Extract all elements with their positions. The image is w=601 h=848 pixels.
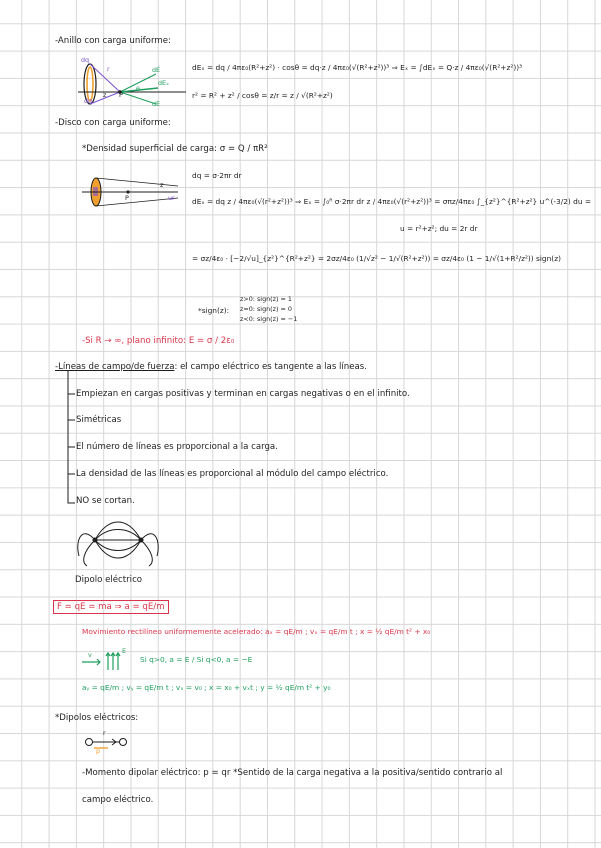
dipole-sketch: [84, 734, 128, 752]
disk-title: -Disco con carga uniforme:: [55, 118, 171, 128]
ring-p-label: P: [119, 91, 123, 99]
dipole-caption: Dipolo eléctrico: [75, 575, 143, 585]
velocity-label: v: [88, 651, 92, 659]
field-sign-cases: Si q>0, a = E / Si q<0, a = −E: [140, 655, 253, 664]
field-lines-title: -Líneas de campo/de fuerza: [55, 362, 175, 372]
dipole-r-label: r: [103, 729, 106, 737]
ring-de2-label: dE: [152, 100, 161, 108]
disk-dq-equation: dq = σ·2πr dr: [192, 171, 242, 180]
field-lines-heading: [55, 362, 367, 372]
disk-sketch: [82, 174, 182, 210]
disk-u-substitution: u = r²+z²; du = 2r dr: [400, 224, 478, 233]
dipole-moment-continuation: campo eléctrico.: [82, 795, 154, 805]
sign-case-zero: z=0: sign(z) = 0: [240, 305, 292, 313]
disk-result-equation: = σz/4ε₀ · [−2/√u]_{z²}^{R²+z²} = 2σz/4ε₀ (1/√z² − 1/√(R²+z²)) = σz/4ε₀ (1 − 1/√(1+R²/z²)) sign(z): [192, 254, 561, 263]
disk-ur-label: ur: [168, 194, 175, 202]
field-lines-bracket: [66, 370, 76, 510]
mrua-equations: Movimiento rectilíneo uniformemente acelerado: aₓ = qE/m ; vₓ = qE/m t ; x = ½ qE/m t² + x₀: [82, 627, 431, 636]
ring-z-label: z: [103, 91, 107, 99]
disk-p-label: P: [125, 194, 129, 202]
sign-case-negative: z<0: sign(z) = −1: [240, 315, 298, 323]
ring-r2-equation: r² = R² + z² / cosθ = z/r = z / √(R²+z²): [192, 91, 333, 100]
infinite-plane-note: -Si R → ∞, plano infinito: E = σ / 2ε₀: [82, 336, 235, 346]
ring-theta-label: θ: [136, 85, 140, 93]
field-lines-item-5: NO se cortan.: [76, 496, 135, 506]
sign-case-positive: z>0: sign(z) = 1: [240, 295, 292, 303]
ring-r-label: r: [107, 65, 110, 73]
ring-sketch: [78, 56, 188, 112]
dipole-moment-text: -Momento dipolar eléctrico: p = qr *Sentido de la carga negativa a la positiva/sentido contrario al: [82, 768, 503, 778]
ring-de1-label: dE: [152, 66, 161, 74]
field-lines-title-rest: : el campo eléctrico es tangente a las líneas.: [174, 362, 368, 372]
field-lines-item-4: La densidad de las líneas es proporcional al módulo del campo eléctrico.: [76, 469, 389, 479]
projectile-equations: aᵧ = qE/m ; vᵧ = qE/m t ; vₓ = v₀ ; x = x₀ + vₓt ; y = ½ qE/m t² + y₀: [82, 683, 331, 692]
dipole-field-sketch: [73, 512, 163, 568]
disk-dex-equation: dEₓ = dq z / 4πε₀(√(r²+z²))³ ⇒ Eₓ = ∫₀ᴿ σ·2πr dr z / 4πε₀(√(r²+z²))³ = σπz/4πε₀ ∫_{z²}^{R²+z²} u^(-3/2) du =: [192, 197, 592, 206]
field-lines-item-1: Empiezan en cargas positivas y terminan en cargas negativas o en el infinito.: [76, 389, 410, 399]
ring-title: -Anillo con carga uniforme:: [55, 36, 171, 46]
disk-z-label: z: [160, 181, 164, 189]
field-label: E: [122, 647, 127, 655]
field-lines-item-3: El número de líneas es proporcional a la carga.: [76, 442, 278, 452]
disk-density: *Densidad superficial de carga: σ = Q / πR²: [82, 144, 268, 154]
ring-dex-equation: dEₓ = dq / 4πε₀(R²+z²) · cosθ = dq·z / 4πε₀(√(R²+z²))³ ⇒ Eₓ = ∫dEₓ = Q·z / 4πε₀(√(R²+z²))³: [192, 63, 523, 72]
ring-dq-top-label: dq: [81, 56, 90, 64]
ring-dex-label: dEₓ: [158, 79, 169, 87]
field-lines-item-2: Simétricas: [76, 415, 122, 425]
dipoles-title: *Dipolos eléctricos:: [55, 713, 139, 723]
force-acceleration-box: F = qE = ma ⇒ a = qE/m: [53, 600, 169, 614]
sign-label: *sign(z):: [198, 306, 230, 315]
dipole-p-label: p: [96, 747, 101, 755]
ring-dq-bottom-label: dq: [84, 97, 93, 105]
